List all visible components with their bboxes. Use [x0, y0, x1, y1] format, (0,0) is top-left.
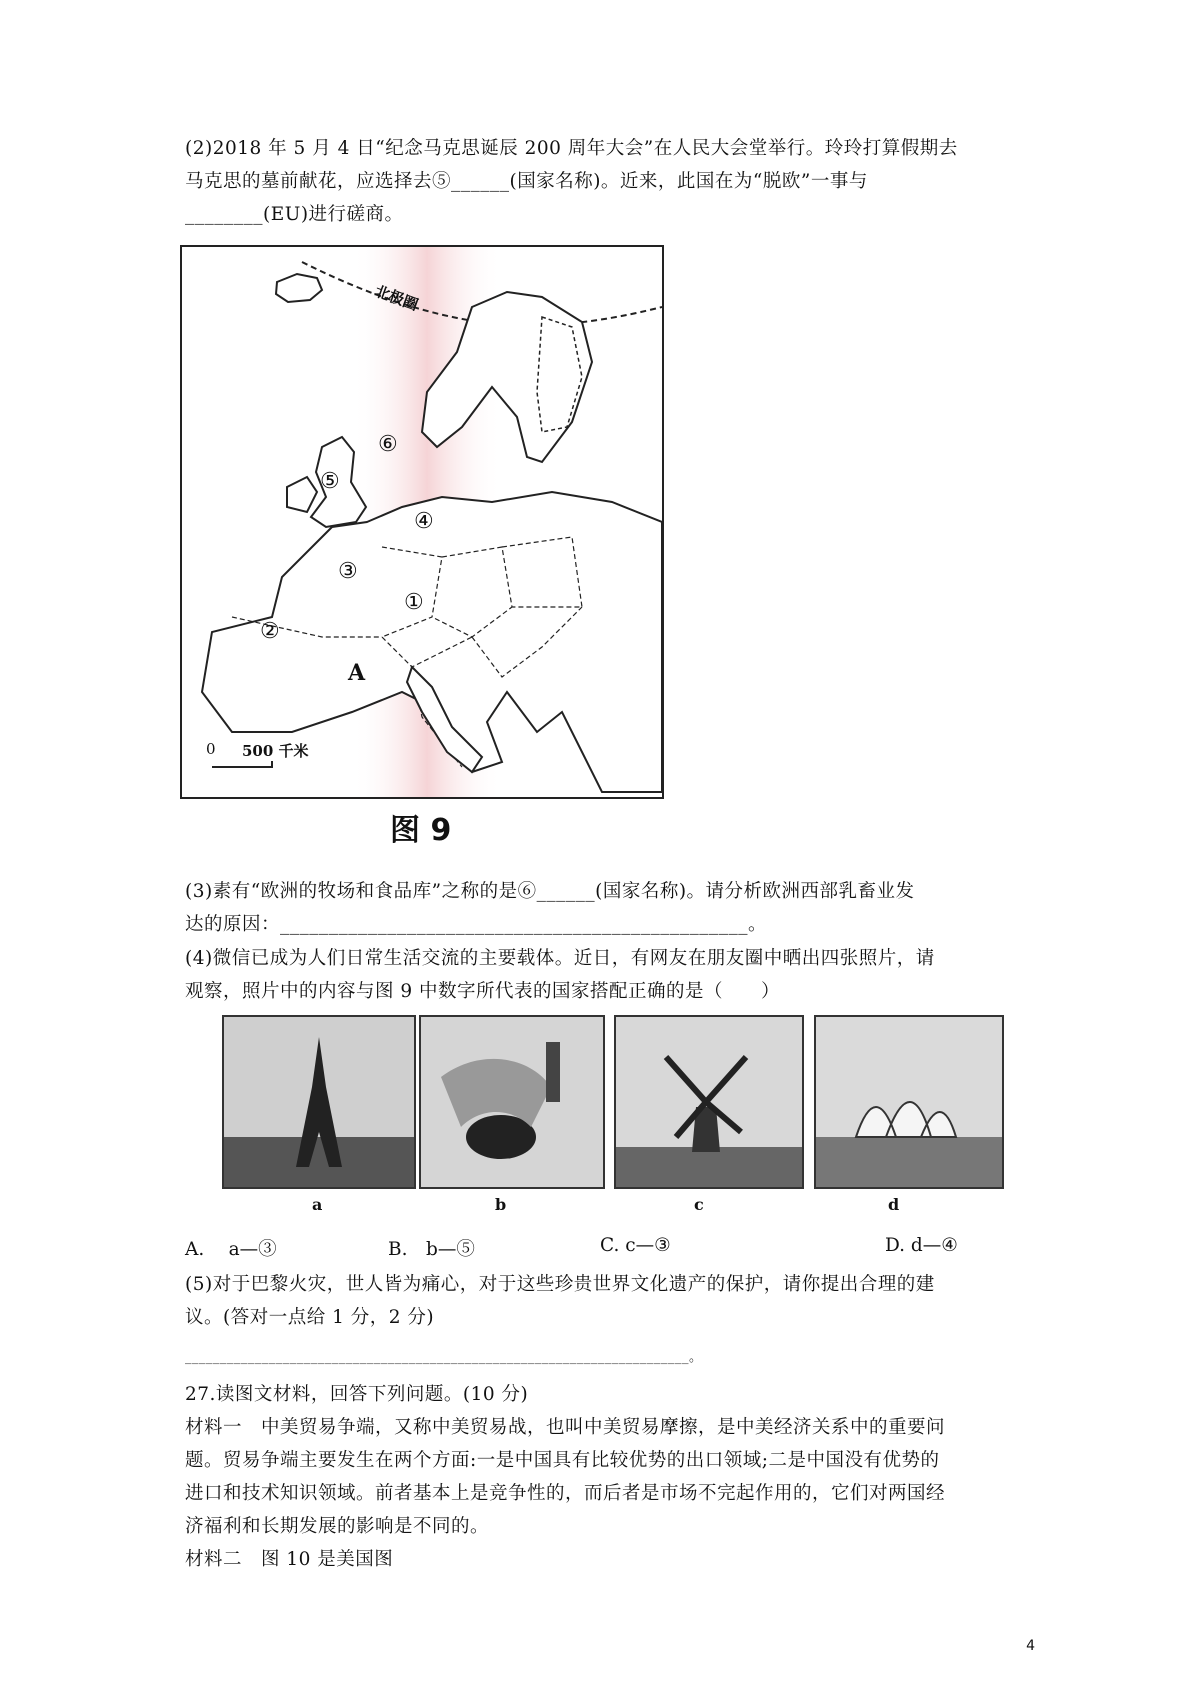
- iceland-shape: [276, 274, 322, 302]
- marker-2: ②: [260, 619, 280, 644]
- marker-6: ⑥: [378, 432, 398, 457]
- scale-bar: [212, 761, 272, 767]
- sea-label-a: A: [348, 660, 366, 686]
- page-number: 4: [1026, 1638, 1035, 1654]
- photo-label-c: c: [694, 1195, 704, 1214]
- q3-line1: (3)素有“欧洲的牧场和食品库”之称的是⑥______(国家名称)。请分析欧洲西部乳畜业发: [185, 881, 915, 902]
- q27-m1-line3: 进口和技术知识领域。前者基本上是竞争性的，而后者是市场不完起作用的，它们对两国经: [185, 1483, 946, 1504]
- scale-label: 500 千米: [242, 742, 309, 760]
- option-a[interactable]: A. a—③: [185, 1239, 277, 1260]
- marker-4: ④: [414, 509, 434, 534]
- marker-1: ①: [404, 590, 424, 615]
- q4-line1: (4)微信已成为人们日常生活交流的主要载体。近日，有网友在朋友圈中晒出四张照片，请: [185, 948, 935, 969]
- q27-m2-line1: 材料二 图 10 是美国图: [185, 1549, 394, 1570]
- figure-9: [180, 245, 680, 848]
- q2-line3: ________(EU)进行磋商。: [185, 204, 404, 225]
- option-b[interactable]: B. b—⑤: [388, 1239, 475, 1260]
- photo-label-d: d: [888, 1195, 900, 1214]
- q5-line2: 议。(答对一点给 1 分，2 分): [185, 1307, 435, 1328]
- ireland-shape: [287, 477, 317, 512]
- photo-label-b: b: [495, 1195, 507, 1214]
- arctic-circle-label: 北极圈: [372, 281, 421, 315]
- option-d[interactable]: D. d—④: [885, 1235, 958, 1256]
- q27-title: 27.读图文材料，回答下列问题。(10 分): [185, 1384, 529, 1405]
- photo-d-sydney-opera-house: [814, 1015, 1004, 1189]
- q2-line2: 马克思的墓前献花，应选择去⑤______(国家名称)。近来，此国在为“脱欧”一事与: [185, 171, 868, 192]
- q5-answer-line[interactable]: ________________________________________________________________________。: [185, 1350, 703, 1365]
- windmill-icon: [616, 1017, 802, 1187]
- photo-c-windmill: [614, 1015, 804, 1189]
- opera-house-icon: [816, 1017, 1002, 1187]
- q27-m1-line4: 济福利和长期发展的影响是不同的。: [185, 1516, 490, 1537]
- scale-zero: 0: [206, 740, 216, 758]
- photo-label-a: a: [312, 1195, 323, 1214]
- option-c[interactable]: C. c—③: [600, 1235, 671, 1256]
- photo-a-eiffel-tower: [222, 1015, 416, 1189]
- photo-b-bullfight: [419, 1015, 605, 1189]
- q4-line2: 观察，照片中的内容与图 9 中数字所代表的国家搭配正确的是（ ）: [185, 981, 781, 1002]
- bullfight-icon: [421, 1017, 603, 1187]
- eiffel-tower-icon: [224, 1017, 414, 1187]
- q27-m1-line1: 材料一 中美贸易争端，又称中美贸易战，也叫中美贸易摩擦，是中美经济关系中的重要问: [185, 1417, 946, 1438]
- marker-3: ③: [338, 559, 358, 584]
- q3-line2: 达的原因：________________________________________________。: [185, 914, 768, 935]
- europe-map: [180, 245, 664, 799]
- figure-caption: 图 9: [390, 813, 452, 848]
- q27-m1-line2: 题。贸易争端主要发生在两个方面:一是中国具有比较优势的出口领域;二是中国没有优势的: [185, 1450, 940, 1471]
- q5-line1: (5)对于巴黎火灾，世人皆为痛心，对于这些珍贵世界文化遗产的保护，请你提出合理的建: [185, 1274, 935, 1295]
- marker-5: ⑤: [320, 469, 340, 494]
- q2-line1: (2)2018 年 5 月 4 日“纪念马克思诞辰 200 周年大会”在人民大会堂举行。玲玲打算假期去: [185, 138, 958, 159]
